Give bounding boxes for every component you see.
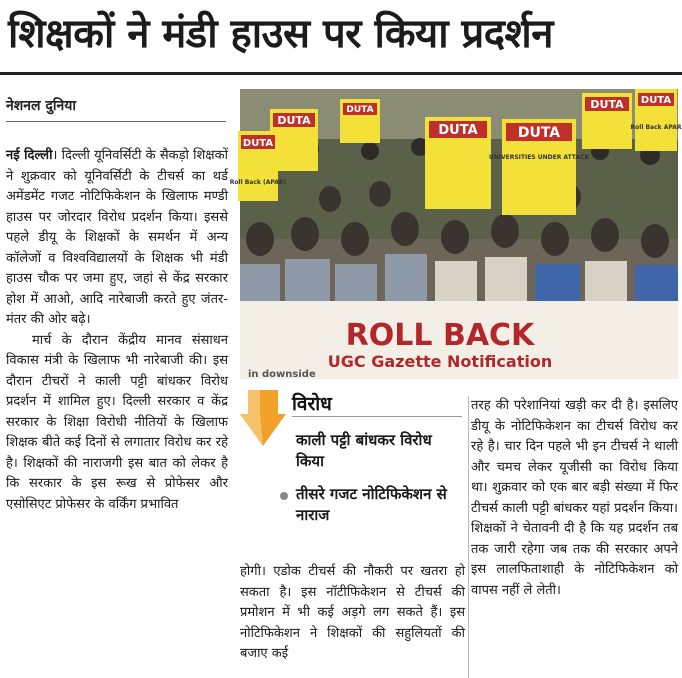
placard-3: DUTA [438,123,478,138]
placard-text-a: UNIVERSITIES UNDER ATTACK [488,154,590,161]
banner-ugc: UGC Gazette Notification [327,352,553,371]
byline-rule [6,121,226,122]
placard-2: DUTA [242,138,274,149]
placard-6: DUTA [640,95,672,106]
arrow-down-icon [240,390,286,446]
byline: नेशनल दुनिया [6,98,77,114]
dateline: नई दिल्ली [6,148,53,163]
placard-7: DUTA [346,105,374,115]
box-tag: विरोध [292,393,332,415]
article-column-3: तरह की परेशानियां खड़ी कर दी है। इसलिए डीयू के नोटिफिकेशन का टीचर्स विरोध कर रहे है। चार दिन पहले भी इन टीचर्स ने थाली और चमच लेकर यूजीसी का विरोध किया था। शुक्रवार को एक बार बड़ी संख्या में फिर टीचर्स काली पट्टी बांधकर यहां प्रदर्शन किया। शिक्षकों ने चेतावनी दी है कि यह प्रदर्शन तब तक जारी रहेगा जब तक की सरकार अपने इस लालफिताशाही के नोटिफिकेशन को वापस नहीं ले लेती। [471,398,678,598]
box-item-1: काली पट्टी बांधकर विरोध किया [296,431,432,470]
headline: शिक्षकों ने मंडी हाउस पर किया प्रदर्शन [8,11,553,57]
placard-text-c: Roll Back (APAR) [229,179,287,186]
column-divider [468,396,469,678]
banner-roll-back: ROLL BACK [345,318,535,353]
paragraph-1: । दिल्ली यूनिवर्सिटी के सैकड़ो शिक्षकों ने शुक्रवार को यूनिवर्सिटी के टीचर्स का थर्ड अमेंडमेंट गजट नोटिफिकेशन के खिलाफ मण्डी हाउस पर जोरदार विरोध प्रदर्शन किया। इससे पहले डीयू के शिक्षकों के समर्थन में अन्य कॉलेजों व विश्वविद्यालयों के शिक्षक भी मंडी हाउस चौक पर जमा हुए, जहां से केंद्र सरकार होश में आओ, आदि नारेबाजी करते हुए जंतर-मंतर की ओर बढ़े। [6,148,228,327]
placard-5: DUTA [590,98,624,111]
headline-rule [0,72,682,75]
placard-4: DUTA [517,125,561,141]
box-divider [292,416,462,417]
article-column-2: होगी। एडोक टीचर्स की नौकरी पर खतरा हो सकता है। इस नॉटीफिकेशन से टीचर्स की प्रमोशन में भी कई अड़गे लग सकते हैं। इस नोटिफिकेशन ने शिक्षकों की सहुलियतों की बजाए कई [240,564,465,661]
article-column-1 [6,146,228,515]
paragraph-2: मार्च के दौरान केंद्रीय मानव संसाधन विकास मंत्री के खिलाफ भी नारेबाजी की। इस दौरान टीचरों ने काली पट्टी बांधकर विरोध प्रदर्शन में शामिल हुए। दिल्ली सरकार व केंद्र सरकार के शिक्षा विरोधी नीतियों के खिलाफ शिक्षक बीते कई दिनों से लगातार विरोध कर रहे है। शिक्षकों की नाराजगी इस बात को लेकर है कि सरकार के इस रूख से प्रोफेसर और एसोसिएट प्रोफेसर के वर्किंग प्रभावित [6,332,228,512]
placard-text-b: Roll Back APAR [630,124,682,131]
banner-downside: in downside [248,369,316,380]
box-item-2: तीसरे गजट नोटिफिकेशन से नाराज [296,485,447,524]
protest-photo [229,89,682,380]
placard-1: DUTA [277,114,311,127]
bullet-icon [280,492,288,500]
highlight-box [240,386,465,536]
